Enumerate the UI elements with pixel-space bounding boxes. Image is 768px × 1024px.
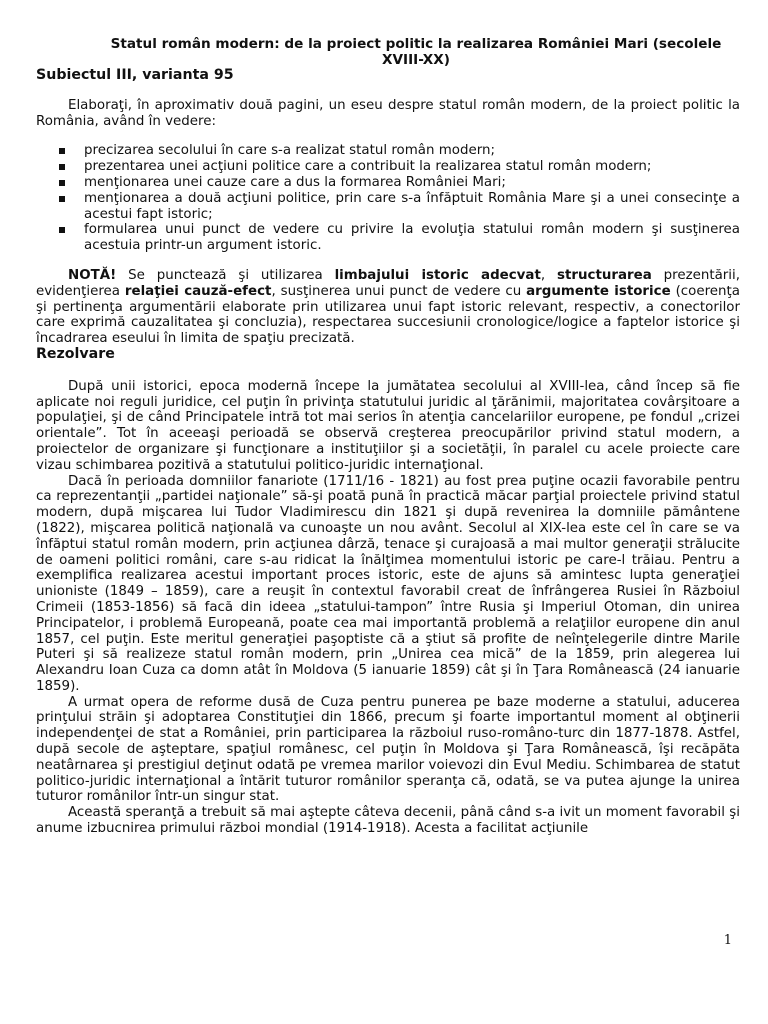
essay-paragraph: A urmat opera de reforme dusă de Cuza pentru punerea pe baze moderne a statului, aducerea prinţului străin şi adoptarea Constituţiei din 1866, precum şi foarte importantul moment al obţinerii independenţei de stat a României, prin participarea la războiul ruso-româno-turc din 1877-1878. Astfel, după secole de aşteptare, spaţiul românesc, cel puţin în Moldova şi Ţara Românească, îşi recăpăta neatârnarea şi prestigiul deţinut odată pe vremea marilor voievozi din Evul Mediu. Schimbarea de statut politico-juridic internaţional a întărit tuturor românilor speranţa că, odată, se va putea ajunge la unirea tuturor românilor într-un singur stat.	[36, 694, 740, 805]
note-text: prezentării, evidenţierea	[36, 267, 740, 299]
task-statement: Elaboraţi, în aproximativ două pagini, un eseu despre statul român modern, de la proiect politic la România, având în vedere:	[36, 97, 740, 129]
essay-body	[36, 379, 740, 837]
note-paragraph	[36, 268, 740, 347]
essay-paragraph: Dacă în perioada domniilor fanariote (1711/16 - 1821) au fost prea puţine ocazii favorabile pentru ca reprezentanţii „partidei naţionale” să-şi poată pună în practică măcar parţial proiectele privind statul modern, după mişcarea lui Tudor Vladimirescu din 1821 şi după revenirea la domniile pământene (1822), mişcarea politică naţională va cunoaşte un nou avânt. Secolul al XIX-lea este cel în care se va înfăptui statul român modern, prin acţiunea dârză, tenace şi curajoasă a mai multor generaţii strălucite de oameni politici români, care s-au ridicat la înălţimea momentului istoric pe care-l trăiau. Pentru a exemplifica realizarea acestui important proces istoric, este de ajuns să amintesc lupta generaţiei unioniste (1849 – 1859), care a reuşit în contextul favorabil creat de înfrângerea Rusiei în Războiul Crimeii (1853-1856) să facă din ideea „statului-tampon” între Rusia şi Imperiul Otoman, din unirea Principatelor, i problemă Europeană, poate cea mai importantă problemă a relaţiilor europene din anul 1857, cel puţin. Este meritul generaţiei paşoptiste că a ştiut să profite de neînţelegerile dintre Marile Puteri şi să realizeze statul român modern, prin „Unirea cea mică” de la 1859, prin alegerea lui Alexandru Ioan Cuza ca domn atât în Moldova (5 ianuarie 1859) cât şi în Ţara Românească (24 ianuarie 1859).	[36, 473, 740, 694]
subject-heading: Subiectul III, varianta 95	[36, 67, 234, 83]
note-text: ,	[540, 267, 557, 283]
note-text: (coerenţa şi pertinenţa argumentării elaborate prin utilizarea unui fapt istoric relevant, respectiv, a conectorilor care exprimă cauzalitatea şi concluzia), respectarea succesiunii cronologice/logice a faptelor istorice şi încadrarea eseului în limita de spaţiu precizată.	[36, 283, 740, 347]
requirements-list	[36, 143, 740, 254]
requirement-item: prezentarea unei acţiuni politice care a contribuit la realizarea statul român modern;	[36, 159, 740, 175]
note-emphasis: argumente istorice	[526, 283, 671, 299]
note-emphasis: limbajului istoric adecvat	[334, 267, 541, 283]
page-number: 1	[723, 933, 732, 948]
document-title: Statul român modern: de la proiect politic la realizarea României Mari (secolele XVIII-XX)	[110, 36, 722, 68]
essay-paragraph: După unii istorici, epoca modernă începe la jumătatea secolului al XVIII-lea, când încep să fie aplicate noi reguli juridice, cel puţin în privinţa statutului juridic al ţărănimii, majoritatea covârşitoare a populaţiei, şi de când Principatele intră tot mai serios în atenţia cancelariilor europene, pe fondul „crizei orientale”. Tot în aceeaşi perioadă se observă creşterea preocupărilor privind statul modern, a proiectelor de organizare şi funcţionare a instituţiilor şi a societăţii, în paralel cu acele proiecte care vizau schimbarea pozitivă a statutului politico-juridic internaţional.	[36, 378, 740, 473]
solution-heading: Rezolvare	[36, 345, 115, 362]
note-emphasis: relaţiei cauză-efect	[124, 283, 272, 299]
requirement-item: formularea unui punct de vedere cu privire la evoluţia statului român modern şi susţinerea acestuia printr-un argument istoric.	[36, 222, 740, 254]
note-emphasis: structurarea	[557, 267, 652, 283]
requirement-item: menţionarea unei cauze care a dus la formarea României Mari;	[36, 175, 740, 191]
essay-paragraph: Această speranţă a trebuit să mai aştepte câteva decenii, până când s-a ivit un moment favorabil şi anume izbucnirea primului război mondial (1914-1918). Acesta a facilitat acţiunile	[36, 805, 740, 837]
requirement-item: precizarea secolului în care s-a realizat statul român modern;	[36, 143, 740, 159]
note-label: NOTĂ!	[68, 267, 117, 283]
note-text: Se punctează şi utilizarea	[116, 267, 335, 283]
requirement-item: menţionarea a două acţiuni politice, prin care s-a înfăptuit România Mare şi a unei consecinţe a acestui fapt istoric;	[36, 191, 740, 223]
note-text: , susţinerea unui punct de vedere cu	[271, 283, 527, 299]
